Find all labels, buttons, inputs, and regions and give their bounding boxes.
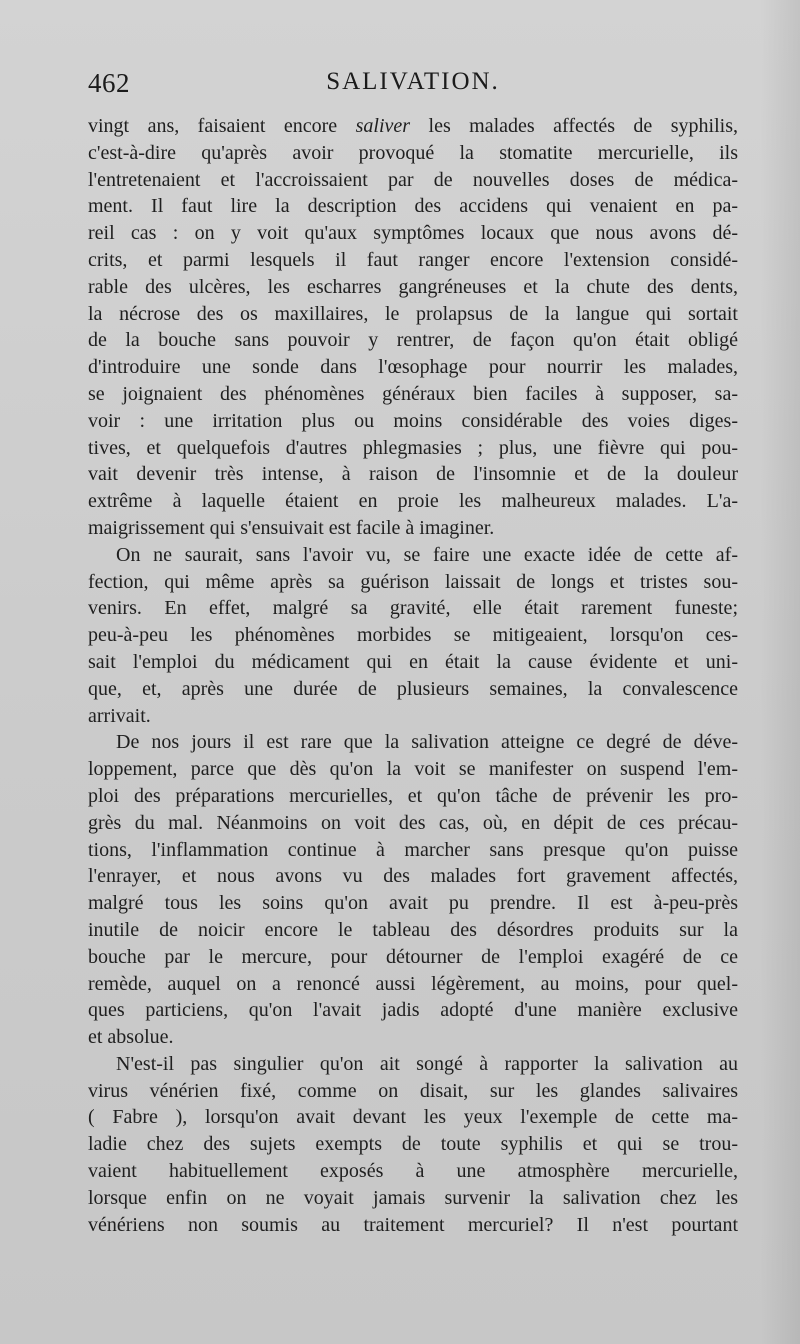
text-line	[88, 381, 738, 408]
text-line	[88, 408, 738, 435]
line-text: reil cas : on y voit qu'aux symptômes locaux que nous avons dé-	[88, 222, 738, 245]
line-text: extrême à laquelle étaient en proie les malheureux malades. L'a-	[88, 490, 738, 513]
line-text: peu-à-peu les phénomènes morbides se mitigeaient, lorsqu'on ces-	[88, 624, 738, 647]
line-text: vingt ans, faisaient encore	[88, 115, 356, 137]
text-line	[88, 113, 738, 140]
text-line	[88, 301, 738, 328]
text-line	[88, 971, 738, 998]
line-text: tives, et quelquefois d'autres phlegmasies ; plus, une fièvre qui pou-	[88, 436, 738, 459]
text-line	[88, 810, 738, 837]
line-text: virus vénérien fixé, comme on disait, sur les glandes salivaires	[88, 1079, 738, 1102]
line-text: vénériens non soumis au traitement mercuriel? Il n'est pourtant	[88, 1213, 738, 1236]
text-line	[88, 837, 738, 864]
text-line	[88, 917, 738, 944]
line-text: vaient habituellement exposés à une atmosphère mercurielle,	[88, 1160, 738, 1183]
text-line	[88, 997, 738, 1024]
text-line	[88, 140, 738, 167]
line-text: sait l'emploi du médicament qui en était la cause évidente et uni-	[88, 650, 738, 673]
text-line	[88, 542, 738, 569]
text-line	[88, 1051, 738, 1078]
line-text: ladie chez des sujets exempts de toute syphilis et qui se trou-	[88, 1133, 738, 1156]
text-line	[88, 676, 738, 703]
text-line	[88, 622, 738, 649]
emphasized-word: saliver	[355, 115, 411, 137]
body-text	[88, 113, 738, 1238]
text-line	[88, 569, 738, 596]
page-header	[88, 68, 738, 104]
text-line	[88, 1212, 738, 1239]
text-line	[88, 1024, 738, 1051]
line-text: que, et, après une durée de plusieurs semaines, la convalescence	[88, 677, 738, 700]
text-line	[88, 515, 738, 542]
line-text: ment. Il faut lire la description des accidens qui venaient en pa-	[88, 195, 738, 218]
text-line	[88, 461, 738, 488]
text-line	[88, 890, 738, 917]
text-line	[88, 193, 738, 220]
text-line	[88, 1131, 738, 1158]
line-text: ( Fabre ), lorsqu'on avait devant les yeux l'exemple de cette ma-	[88, 1106, 738, 1129]
text-line	[88, 247, 738, 274]
text-line	[88, 649, 738, 676]
line-text: grès du mal. Néanmoins on voit des cas, où, en dépit de ces précau-	[88, 811, 738, 834]
text-line	[88, 756, 738, 783]
line-text: De nos jours il est rare que la salivation atteigne ce degré de déve-	[116, 731, 738, 754]
line-text: malgré tous les soins qu'on avait pu prendre. Il est à-peu-près	[88, 892, 738, 915]
text-line	[88, 944, 738, 971]
text-line	[88, 488, 738, 515]
text-line	[88, 1104, 738, 1131]
line-text: bouche par le mercure, pour détourner de l'emploi exagéré de ce	[88, 945, 738, 968]
running-title: SALIVATION.	[326, 68, 500, 95]
text-line	[88, 1078, 738, 1105]
text-line	[88, 435, 738, 462]
line-text: tions, l'inflammation continue à marcher sans presque qu'on puisse	[88, 838, 738, 861]
line-text: ploi des préparations mercurielles, et qu'on tâche de prévenir les pro-	[88, 784, 738, 807]
line-text: remède, auquel on a renoncé aussi légèrement, au moins, pour quel-	[88, 972, 738, 995]
line-text: de la bouche sans pouvoir y rentrer, de façon qu'on était obligé	[88, 329, 738, 352]
line-text: vait devenir très intense, à raison de l'insomnie et de la douleur	[88, 463, 738, 486]
line-text: crits, et parmi lesquels il faut ranger encore l'extension considé-	[88, 248, 738, 271]
line-text: l'entretenaient et l'accroissaient par de nouvelles doses de médica-	[88, 168, 738, 191]
line-text: venirs. En effet, malgré sa gravité, elle était rarement funeste;	[88, 597, 738, 620]
line-text: inutile de noicir encore le tableau des désordres produits sur la	[88, 918, 738, 941]
line-text: d'introduire une sonde dans l'œsophage pour nourrir les malades,	[88, 356, 738, 379]
text-line	[88, 595, 738, 622]
line-text: lorsque enfin on ne voyait jamais survenir la salivation chez les	[88, 1186, 738, 1209]
line-text: la nécrose des os maxillaires, le prolapsus de la langue qui sortait	[88, 302, 738, 325]
page-number: 462	[88, 68, 130, 98]
line-text: maigrissement qui s'ensuivait est facile à imaginer.	[88, 516, 495, 539]
text-line	[88, 1185, 738, 1212]
text-line	[88, 863, 738, 890]
line-text: rable des ulcères, les escharres gangréneuses et la chute des dents,	[88, 275, 738, 298]
text-line	[88, 783, 738, 810]
text-line	[88, 729, 738, 756]
line-text: c'est-à-dire qu'après avoir provoqué la stomatite mercurielle, ils	[88, 141, 738, 164]
line-text: ques particiens, qu'on l'avait jadis adopté d'une manière exclusive	[88, 999, 738, 1022]
line-text: voir : une irritation plus ou moins considérable des voies diges-	[88, 409, 738, 432]
line-text: On ne saurait, sans l'avoir vu, se faire une exacte idée de cette af-	[116, 543, 738, 566]
text-line	[88, 220, 738, 247]
line-text: se joignaient des phénomènes généraux bien faciles à supposer, sa-	[88, 382, 738, 405]
line-text: N'est-il pas singulier qu'on ait songé à rapporter la salivation au	[116, 1052, 738, 1075]
text-line	[88, 703, 738, 730]
text-line	[88, 167, 738, 194]
line-text: arrivait.	[88, 704, 151, 727]
text-line	[88, 354, 738, 381]
text-line	[88, 274, 738, 301]
line-text: loppement, parce que dès qu'on la voit se manifester on suspend l'em-	[88, 758, 738, 781]
line-text: l'enrayer, et nous avons vu des malades fort gravement affectés,	[88, 865, 738, 888]
text-line	[88, 327, 738, 354]
line-text-continued: les malades affectés de syphilis,	[410, 115, 738, 137]
text-line	[88, 1158, 738, 1185]
line-text: fection, qui même après sa guérison laissait de longs et tristes sou-	[88, 570, 738, 593]
line-text: et absolue.	[88, 1026, 174, 1049]
